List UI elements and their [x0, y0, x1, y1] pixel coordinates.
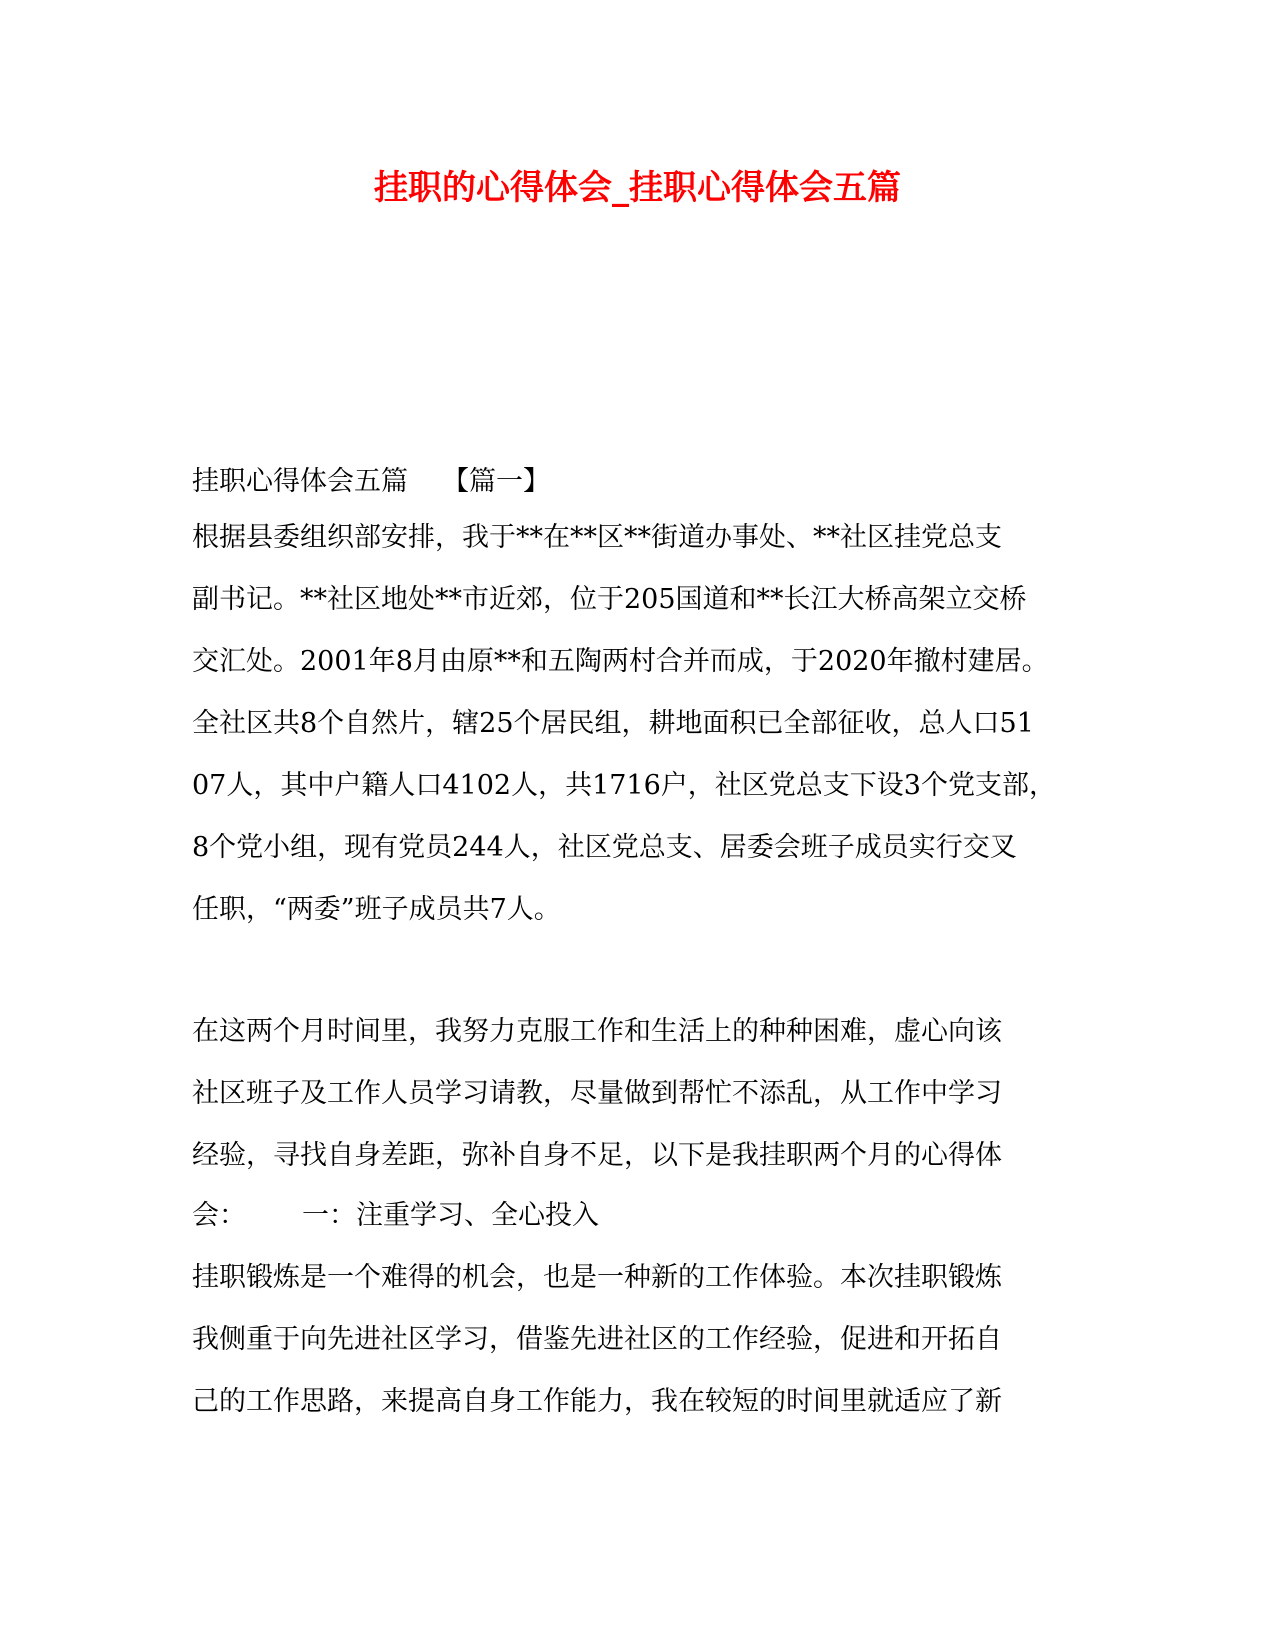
section-tag: 【篇一】	[442, 466, 550, 497]
paragraph-line: 8个党小组，现有党员244人，社区党总支、居委会班子成员实行交叉	[192, 832, 1017, 863]
section-heading: 挂职心得体会五篇	[192, 466, 408, 497]
paragraph-line: 己的工作思路，来提高自身工作能力，我在较短的时间里就适应了新	[192, 1386, 1002, 1417]
paragraph-line: 全社区共8个自然片，辖25个居民组，耕地面积已全部征收，总人口51	[192, 708, 1034, 739]
paragraph-line: 经验，寻找自身差距，弥补自身不足，以下是我挂职两个月的心得体	[192, 1140, 1002, 1171]
section-heading-line	[192, 462, 550, 502]
paragraph-line: 任职，“两委”班子成员共7人。	[192, 894, 561, 925]
paragraph-line: 副书记。**社区地处**市近郊，位于205国道和**长江大桥高架立交桥	[192, 584, 1027, 615]
paragraph-line-start: 会：	[192, 1200, 246, 1231]
document-title: 挂职的心得体会_挂职心得体会五篇	[374, 168, 901, 208]
paragraph-line: 社区班子及工作人员学习请教，尽量做到帮忙不添乱，从工作中学习	[192, 1078, 1002, 1109]
paragraph-line: 根据县委组织部安排，我于**在**区**街道办事处、**社区挂党总支	[192, 522, 1002, 553]
paragraph-line	[192, 1196, 599, 1236]
paragraph-line: 交汇处。2001年8月由原**和五陶两村合并而成，于2020年撤村建居。	[192, 646, 1049, 677]
paragraph-line: 在这两个月时间里，我努力克服工作和生活上的种种困难，虚心向该	[192, 1016, 1002, 1047]
subheading: 一：注重学习、全心投入	[302, 1200, 599, 1231]
paragraph-line: 我侧重于向先进社区学习，借鉴先进社区的工作经验，促进和开拓自	[192, 1324, 1002, 1355]
paragraph-line: 07人，其中户籍人口4102人，共1716户，社区党总支下设3个党支部，	[192, 770, 1056, 801]
paragraph-line: 挂职锻炼是一个难得的机会，也是一种新的工作体验。本次挂职锻炼	[192, 1262, 1002, 1293]
